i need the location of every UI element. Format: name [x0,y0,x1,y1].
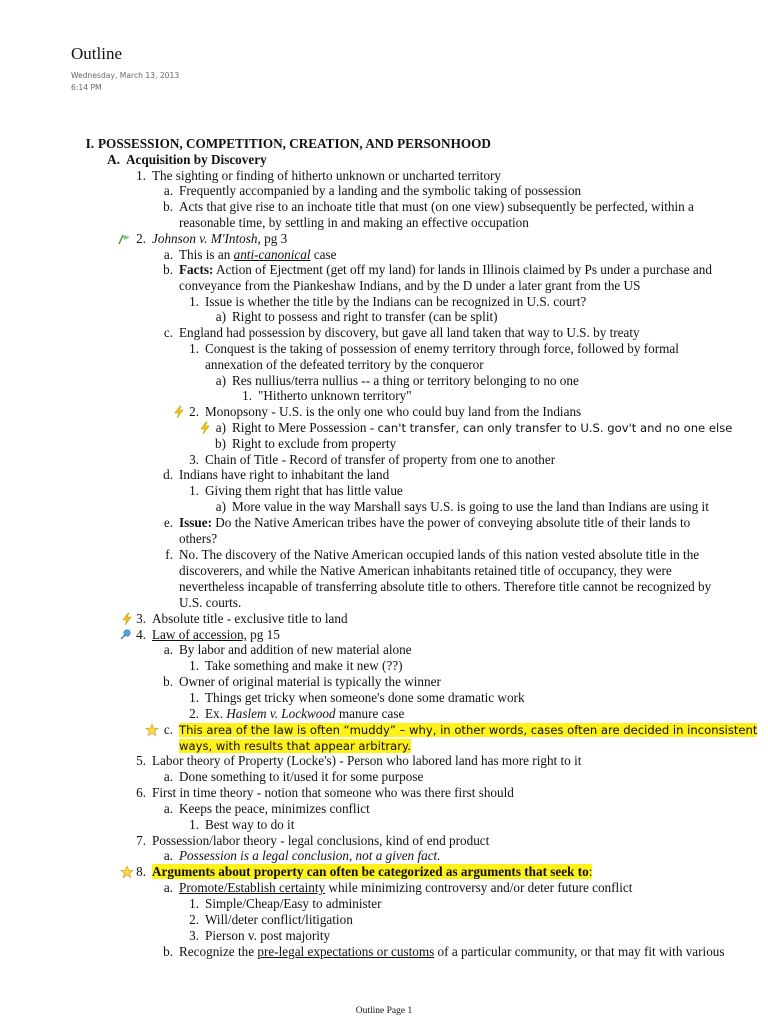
outline-line: 4. Law of accession, pg 15 [136,627,280,642]
outline-line: 8. Arguments about property can often be categorized as arguments that seek to: [136,864,593,879]
outline-line: I. POSSESSION, COMPETITION, CREATION, AND PERSONHOOD [85,136,491,151]
outline-line: 5. Labor theory of Property (Locke's) - Person who labored land has more right to it [136,753,582,768]
outline-line: conveyance from the Piankeshaw Indians, and by the D under a later grant from the US [179,278,641,293]
outline-line: 1. Issue is whether the title by the Indians can be recognized in U.S. court? [189,294,587,309]
outline-line: e. Issue: Do the Native American tribes have the power of conveying absolute title of their lands to [163,515,691,530]
outline-line: a) More value in the way Marshall says U.S. is going to use the land than Indians are using it [215,499,709,514]
outline-line: 1. Simple/Cheap/Easy to administer [189,896,382,911]
outline-line: 1. Best way to do it [189,817,295,832]
outline-line: a. Frequently accompanied by a landing and the symbolic taking of possession [163,183,582,198]
outline-line: b. Facts: Action of Ejectment (get off my land) for lands in Illinois claimed by Ps under a purchase and [163,262,712,277]
page-date: Wednesday, March 13, 2013 [71,71,180,80]
outline-line: 1. Things get tricky when someone's done some dramatic work [189,690,525,705]
outline-line: a) Right to possess and right to transfer (can be split) [215,309,498,324]
outline-line: f. No. The discovery of the Native American occupied lands of this nation vested absolute title in the [165,547,700,562]
outline-line: 1. Take something and make it new (??) [189,658,403,673]
outline-line: 1. Conquest is the taking of possession of enemy territory through force, followed by formal [189,341,679,356]
outline-line: a. Keeps the peace, minimizes conflict [163,801,370,816]
outline-line: nevertheless incapable of transferring absolute title to others. Therefore title cannot be recognized by [179,579,712,594]
outline-line: b. Owner of original material is typically the winner [163,674,441,689]
outline-line: a. Done something to it/used it for some purpose [163,769,424,784]
outline-line: A. Acquisition by Discovery [107,152,267,167]
outline-line: reasonable time, by settling in and making an effective occupation [179,215,529,230]
outline-line: 3. Pierson v. post majority [189,928,331,943]
star-icon [145,723,159,737]
outline-line: 2. Will/deter conflict/litigation [189,912,353,927]
lightning-icon [198,421,212,435]
page-time: 6:14 PM [71,83,102,92]
outline-line: a) Right to Mere Possession - can't transfer, can only transfer to U.S. gov't and no one else [215,420,733,435]
outline-line: 2. Johnson v. M'Intosh, pg 3 [136,231,288,246]
page-title: Outline [71,44,122,63]
outline-line: 1. The sighting or finding of hitherto unknown or uncharted territory [136,168,502,183]
outline-line: 2. Ex. Haslem v. Lockwood manure case [189,706,405,721]
outline-line: b. Acts that give rise to an inchoate title that must (on one view) subsequently be perfected, within a [163,199,694,214]
outline-line: 1. "Hitherto unknown territory" [242,388,412,403]
outline-line: 6. First in time theory - notion that someone who was there first should [136,785,514,800]
page-footer: Outline Page 1 [355,1006,413,1016]
outline-line: 3. Absolute title - exclusive title to land [136,611,348,626]
outline-line: a) Res nullius/terra nullius -- a thing or territory belonging to no one [215,373,579,388]
outline-line: U.S. courts. [179,595,242,610]
outline-line: 1. Giving them right that has little value [189,483,403,498]
outline-line: others? [179,531,218,546]
outline-line: 2. Monopsony - U.S. is the only one who could buy land from the Indians [189,404,582,419]
outline-line: c. England had possession by discovery, but gave all land taken that way to U.S. by treaty [163,325,640,340]
outline-line: annexation of the defeated territory by the conqueror [205,357,484,372]
outline-line: ways, with results that appear arbitrary. [179,739,411,753]
lightning-icon [172,405,186,419]
outline-line: a. This is an anti-canonical case [163,247,337,262]
outline-line: a. Possession is a legal conclusion, not a given fact. [163,848,441,863]
pushpin-icon [118,628,132,642]
outline-line: b) Right to exclude from property [215,436,397,451]
outline-line: d. Indians have right to inhabitant the land [163,467,390,482]
outline-line: 7. Possession/labor theory - legal conclusions, kind of end product [136,833,490,848]
outline-line: 3. Chain of Title - Record of transfer of property from one to another [189,452,556,467]
outline-line: a. Promote/Establish certainty while minimizing controversy and/or deter future conflict [163,880,633,895]
outline-line: c. This area of the law is often “muddy” – why, in other words, cases often are decided in inconsistent [163,722,758,737]
outline-line: discoverers, and while the Native American inhabitants retained title of occupancy, they were [179,563,672,578]
outline-line: b. Recognize the pre-legal expectations or customs of a particular community, or that may fit with various [163,944,725,959]
outline-line: a. By labor and addition of new material alone [163,642,412,657]
flag-icon [117,232,131,246]
